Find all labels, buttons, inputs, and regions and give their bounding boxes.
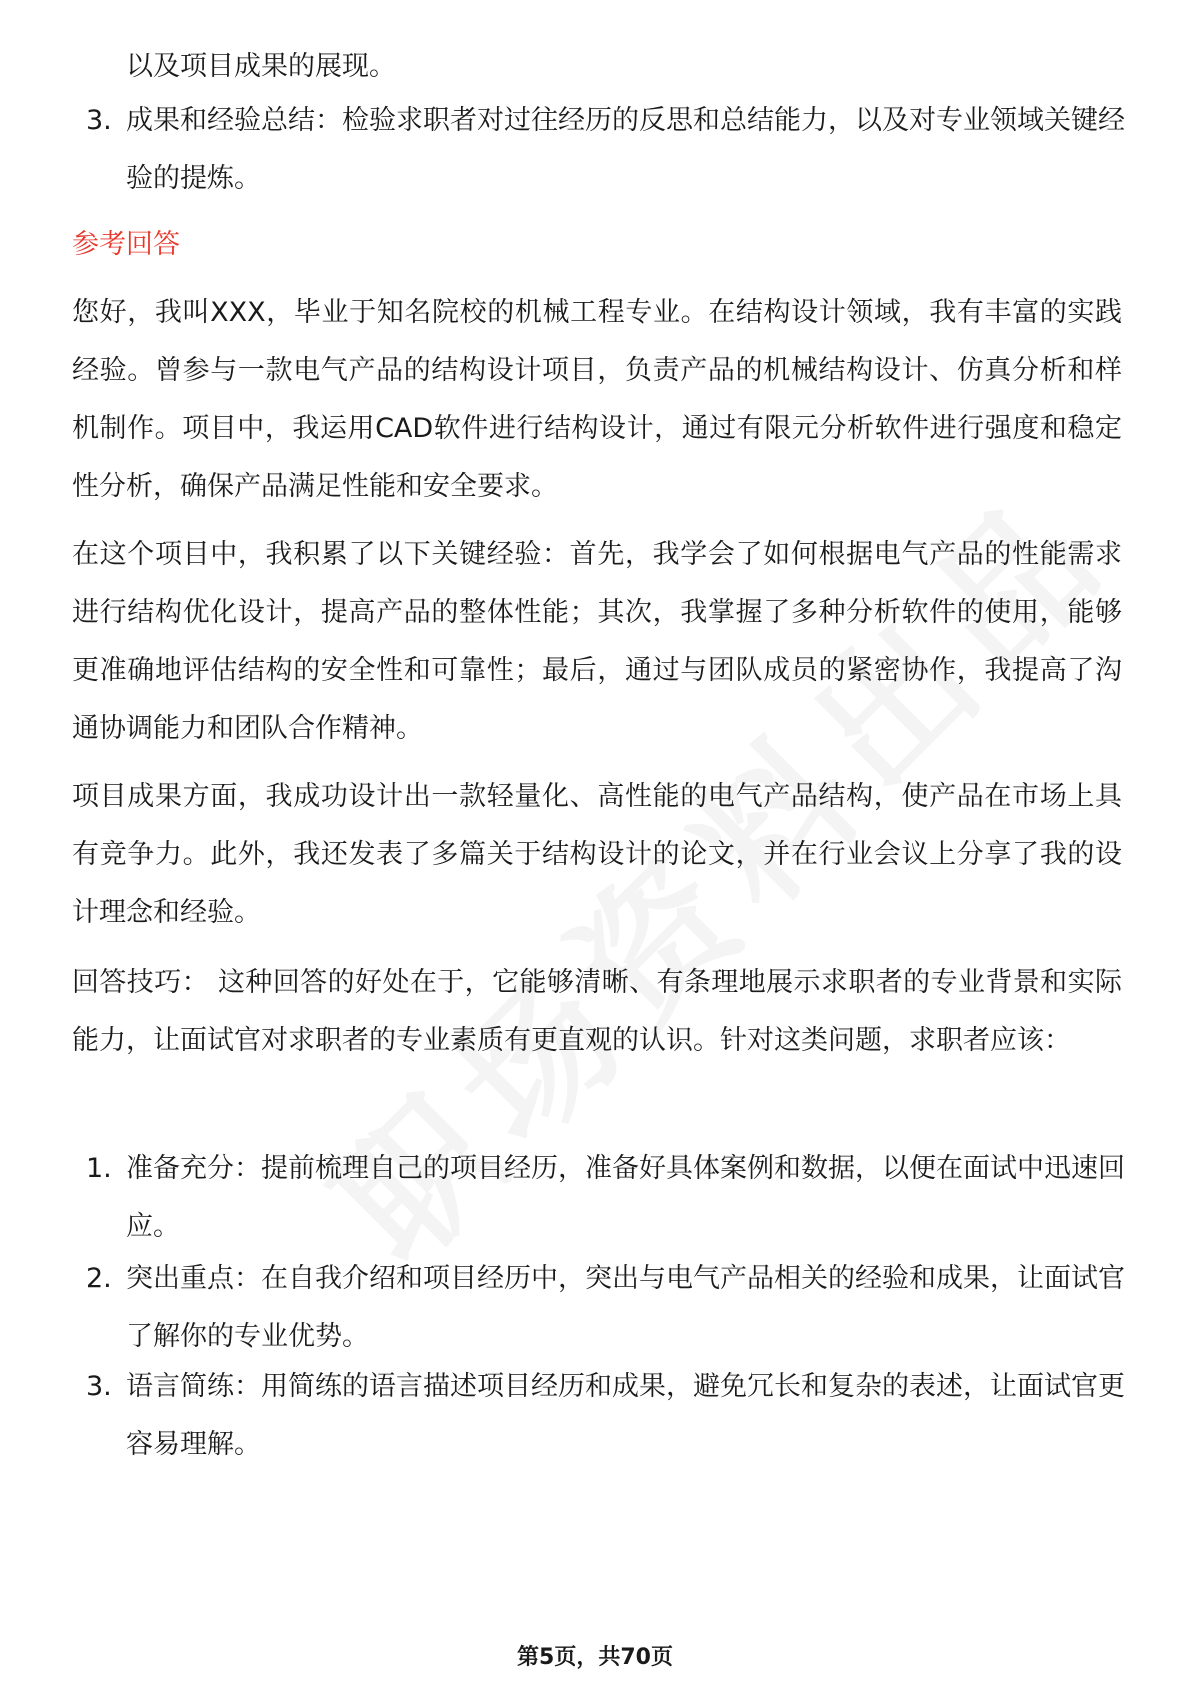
list-item-number: 2.	[86, 1263, 112, 1294]
list-item-continuation: 以及项目成果的展现。	[126, 51, 396, 82]
list-item-text: 语言简练：用简练的语言描述项目经历和成果，避免冗长和复杂的表述，让面试官更容易理解。	[126, 1371, 1125, 1460]
list-item-number: 3.	[86, 1371, 112, 1402]
paragraph: 您好，我叫XXX，毕业于知名院校的机械工程专业。在结构设计领域，我有丰富的实践经验。曾参与一款电气产品的结构设计项目，负责产品的机械结构设计、仿真分析和样机制作。项目中，我运用CAD软件进行结构设计，通过有限元分析软件进行强度和稳定性分析，确保产品满足性能和安全要求。	[72, 297, 1122, 502]
paragraph: 在这个项目中，我积累了以下关键经验：首先，我学会了如何根据电气产品的性能需求进行结构优化设计，提高产品的整体性能；其次，我掌握了多种分析软件的使用，能够更准确地评估结构的安全性和可靠性；最后，通过与团队成员的紧密协作，我提高了沟通协调能力和团队合作精神。	[72, 539, 1122, 744]
list-item-text: 准备充分：提前梳理自己的项目经历，准备好具体案例和数据，以便在面试中迅速回应。	[126, 1153, 1125, 1242]
list-item-text: 成果和经验总结：检验求职者对过往经历的反思和总结能力，以及对专业领域关键经验的提炼。	[126, 105, 1125, 194]
list-item-text: 突出重点：在自我介绍和项目经历中，突出与电气产品相关的经验和成果，让面试官了解你的专业优势。	[126, 1263, 1125, 1352]
list-item	[86, 92, 1126, 208]
list-item-number: 1.	[86, 1153, 112, 1184]
page-footer: 第5页，共70页	[517, 1645, 673, 1670]
section-heading: 参考回答	[72, 229, 180, 260]
paragraph: 回答技巧： 这种回答的好处在于，它能够清晰、有条理地展示求职者的专业背景和实际能力，让面试官对求职者的专业素质有更直观的认识。针对这类问题，求职者应该：	[72, 967, 1122, 1056]
list-item	[86, 1250, 1126, 1366]
paragraph: 项目成果方面，我成功设计出一款轻量化、高性能的电气产品结构，使产品在市场上具有竞争力。此外，我还发表了多篇关于结构设计的论文，并在行业会议上分享了我的设计理念和经验。	[72, 781, 1122, 928]
list-item	[86, 1140, 1126, 1256]
list-item	[86, 1358, 1126, 1474]
list-item-number: 3.	[86, 105, 112, 136]
